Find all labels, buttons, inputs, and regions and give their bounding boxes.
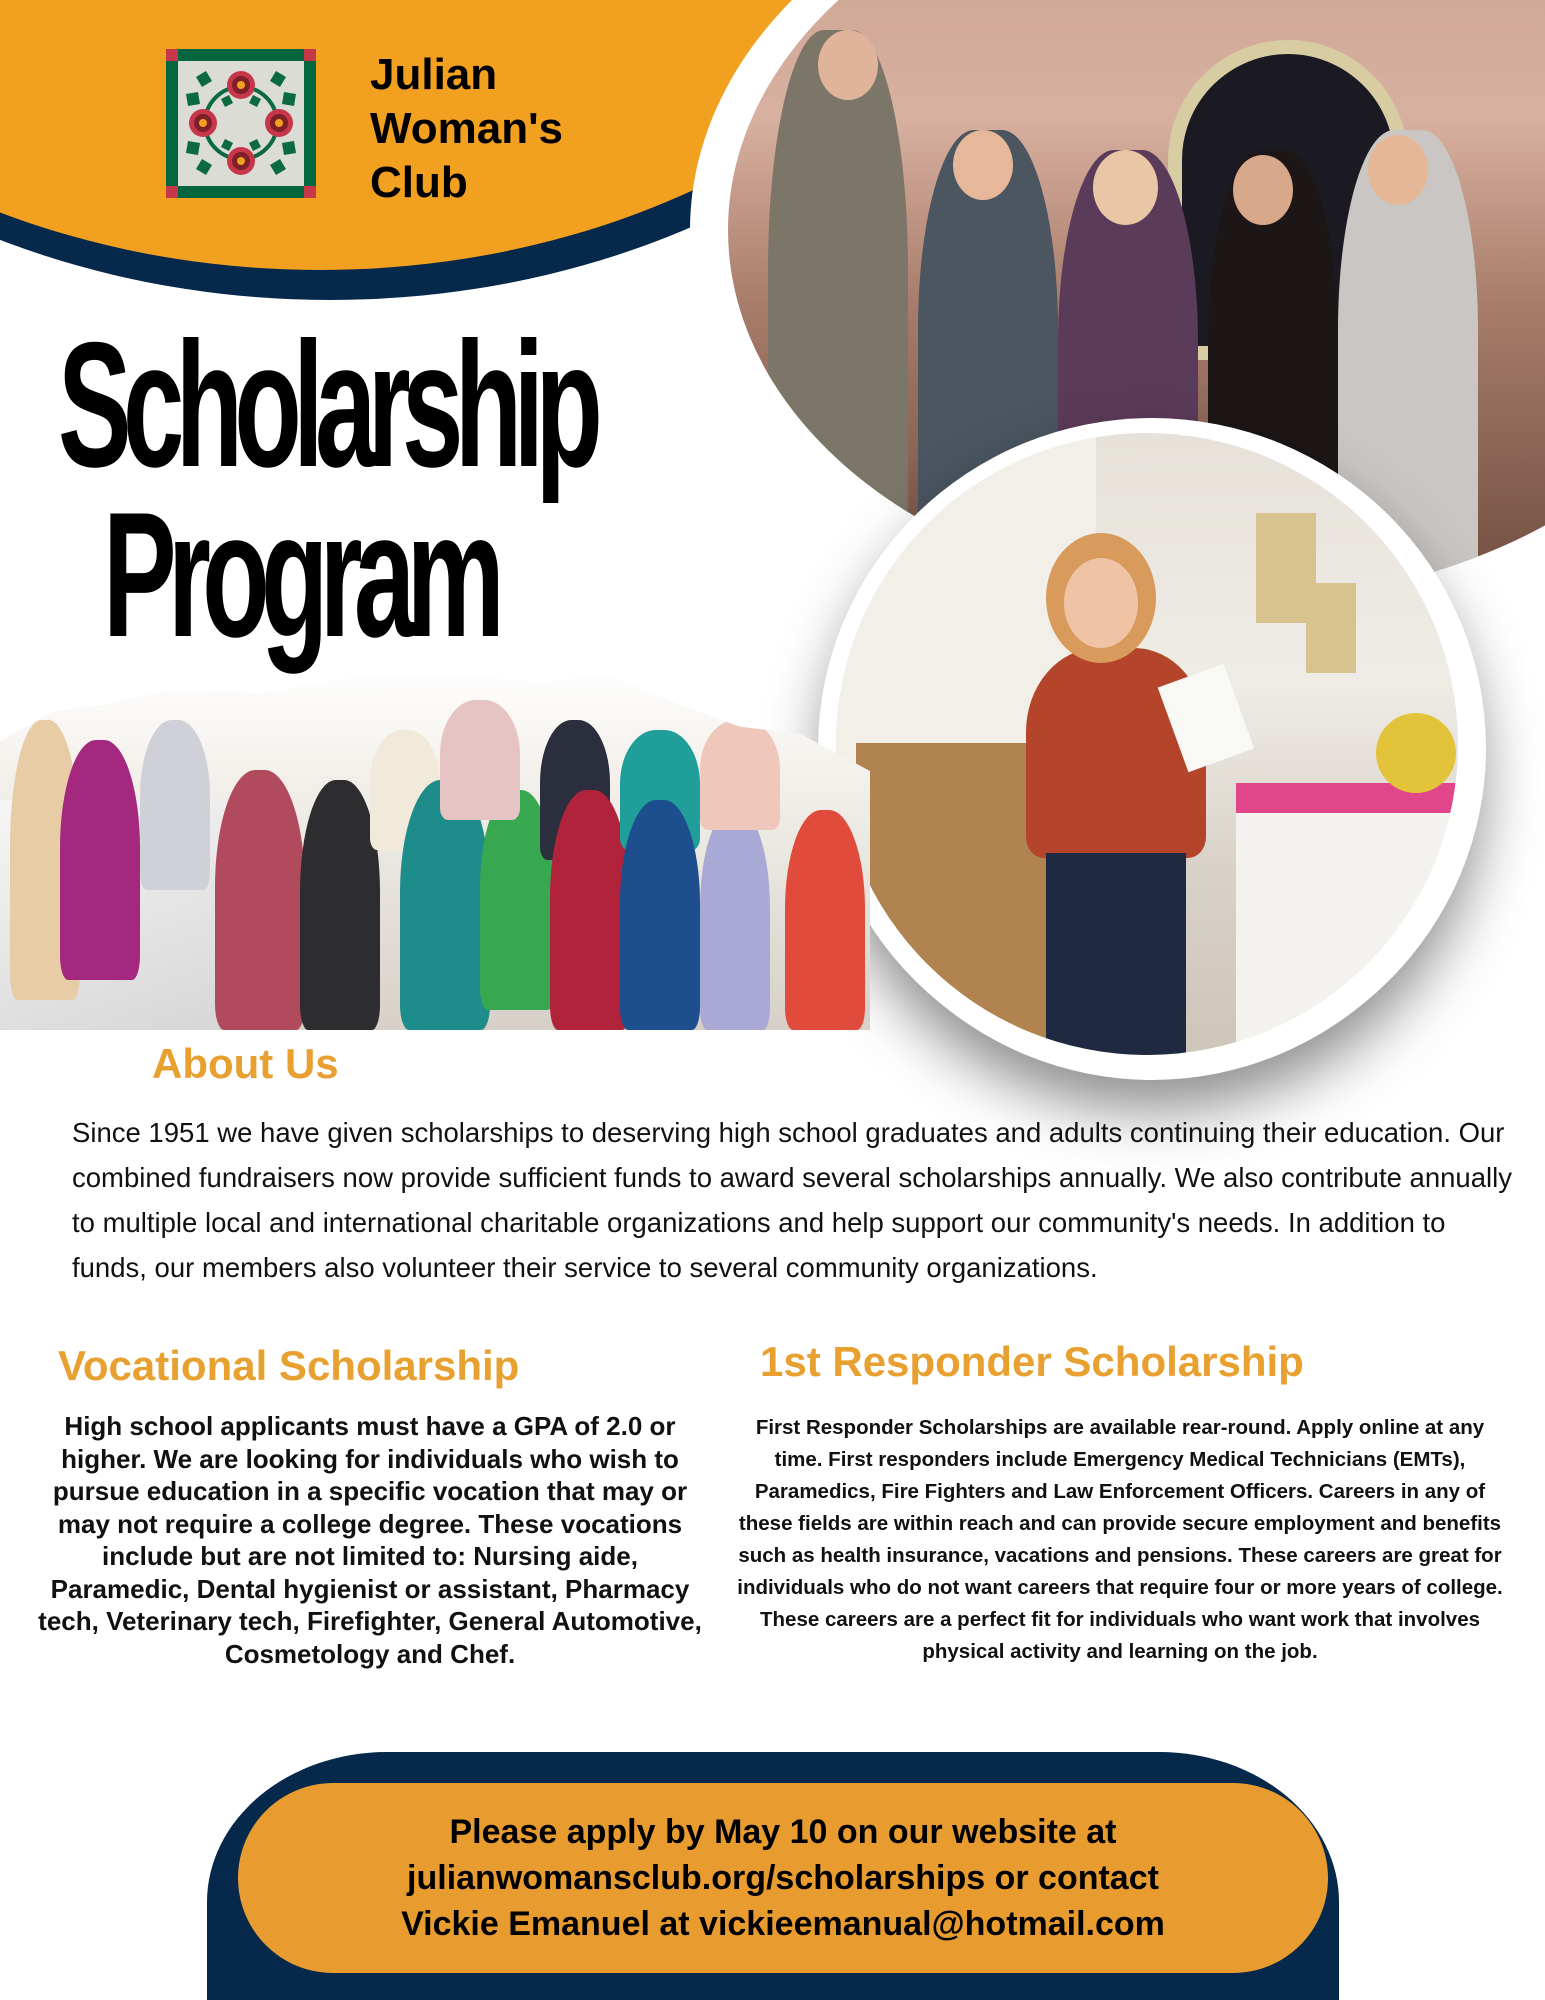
quilt-block-logo-icon — [166, 49, 316, 198]
member-figure — [620, 800, 700, 1030]
photo-person — [1233, 155, 1293, 225]
speaker-face — [1064, 558, 1138, 648]
speaker-photo — [836, 433, 1458, 1055]
first-responder-body: First Responder Scholarships are available rear-round. Apply online at any time. First responders include Emergency Medical Technicians (EMTs), Paramedics, Fire Fighters and Law Enforcement Officers. Careers in any of these fields are within reach and can provide secure employment and benefits such as health insurance, vacations and pensions. These careers are great for individuals who do not want careers that require four or more years of college. These careers are a perfect fit for individuals who want work that involves physical activity and learning on the job. — [737, 1416, 1503, 1663]
photo-person — [1093, 150, 1158, 225]
vocational-body: High school applicants must have a GPA of 2.0 or higher. We are looking for individuals who wish to pursue education in a specific vocation that may or may not require a college degree. These vocations include but are not limited to: Nursing aide, Paramedic, Dental hygienist or assistant, Pharmacy tech, Veterinary tech, Firefighter, General Automotive, Cosmetology and Chef. — [38, 1411, 702, 1669]
first-responder-heading: 1st Responder Scholarship — [760, 1338, 1304, 1385]
cta-line-2-website: julianwomansclub.org/scholarships or contact — [407, 1859, 1159, 1897]
about-heading: About Us — [152, 1040, 339, 1087]
member-figure — [700, 720, 780, 830]
member-figure — [700, 810, 770, 1030]
member-figure — [550, 790, 630, 1030]
club-name-line-1: Julian — [370, 50, 498, 99]
speaker-jeans — [1046, 853, 1186, 1055]
members-group-photo — [0, 660, 870, 1030]
club-name — [370, 48, 563, 210]
flower-bouquet — [1376, 713, 1456, 793]
member-figure — [215, 770, 305, 1030]
about-body: Since 1951 we have given scholarships to deserving high school graduates and adults continuing their education. Our combined fundraisers now provide sufficient funds to award several scholarships annually. We also contribute annually to multiple local and international charitable organizations and help support our community's needs. In addition to funds, our members also volunteer their service to several community organizations. — [72, 1117, 1512, 1283]
cta-line-1: Please apply by May 10 on our website at — [449, 1813, 1117, 1851]
club-name-line-3: Club — [370, 158, 468, 207]
member-figure — [440, 700, 520, 820]
member-figure — [785, 810, 865, 1030]
cta-banner — [238, 1783, 1328, 1973]
botanical-print — [1306, 583, 1356, 673]
page-title — [58, 305, 923, 674]
vocational-heading: Vocational Scholarship — [58, 1342, 520, 1389]
title-line-1: Scholarship — [58, 305, 595, 504]
club-name-line-2: Woman's — [370, 104, 564, 153]
member-figure — [300, 780, 380, 1030]
member-figure — [60, 740, 140, 980]
cta-line-3-contact: Vickie Emanuel at vickieemanual@hotmail.com — [401, 1905, 1165, 1943]
photo-person — [1368, 135, 1428, 205]
photo-person — [818, 30, 878, 100]
photo-person — [953, 130, 1013, 200]
title-line-2: Program — [103, 475, 497, 674]
table-cloth — [1236, 793, 1458, 1055]
member-figure — [140, 720, 210, 890]
